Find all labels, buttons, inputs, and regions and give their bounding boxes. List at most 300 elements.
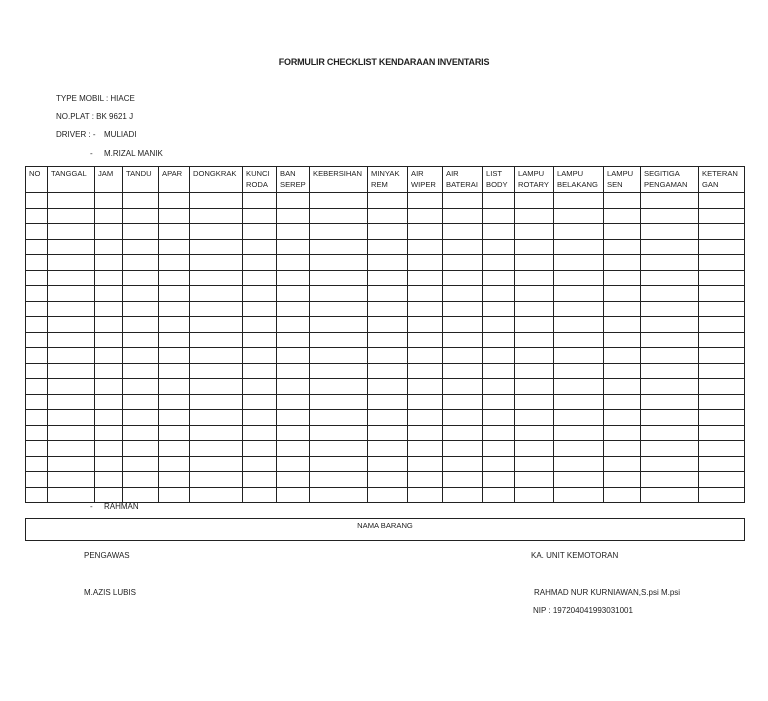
table-cell [310,301,368,317]
table-cell [95,317,123,333]
table-cell [310,193,368,209]
table-cell [408,394,443,410]
table-cell [277,270,310,286]
table-cell [443,472,483,488]
table-cell [190,379,243,395]
table-row [26,332,745,348]
table-cell [604,208,641,224]
table-cell [26,332,48,348]
table-cell [408,487,443,503]
table-cell [483,441,515,457]
table-cell [641,363,699,379]
table-cell [48,255,95,271]
table-cell [483,270,515,286]
item-name-box: NAMA BARANG [25,518,745,541]
table-cell [95,379,123,395]
table-cell [443,348,483,364]
table-cell [190,441,243,457]
table-cell [515,224,554,240]
table-cell [310,425,368,441]
table-cell [443,301,483,317]
table-cell [443,317,483,333]
table-cell [48,270,95,286]
table-cell [408,332,443,348]
table-cell [554,472,604,488]
table-cell [641,441,699,457]
table-cell [554,394,604,410]
table-cell [483,193,515,209]
table-cell [243,193,277,209]
table-cell [95,301,123,317]
table-cell [483,255,515,271]
table-cell [368,456,408,472]
table-cell [277,255,310,271]
table-cell [277,363,310,379]
table-cell [26,363,48,379]
table-body [26,193,745,503]
table-cell [190,410,243,426]
table-cell [123,425,159,441]
table-cell [483,394,515,410]
table-cell [159,425,190,441]
table-cell [554,410,604,426]
table-cell [699,394,745,410]
table-cell [443,441,483,457]
table-cell [368,224,408,240]
table-cell [26,410,48,426]
table-cell [604,363,641,379]
table-cell [483,379,515,395]
table-cell [604,193,641,209]
table-cell [48,317,95,333]
table-cell [483,363,515,379]
table-cell [443,363,483,379]
table-cell [368,270,408,286]
table-cell [95,193,123,209]
table-row [26,255,745,271]
table-cell [699,425,745,441]
table-cell [483,487,515,503]
column-header: TANGGAL [48,167,95,193]
column-header: DONGKRAK [190,167,243,193]
table-cell [368,394,408,410]
table-cell [408,193,443,209]
table-cell [443,410,483,426]
table-cell [26,425,48,441]
table-cell [443,255,483,271]
table-cell [123,394,159,410]
table-cell [95,456,123,472]
table-cell [26,255,48,271]
table-cell [641,487,699,503]
table-row [26,224,745,240]
table-cell [641,286,699,302]
table-cell [515,239,554,255]
table-cell [95,425,123,441]
table-cell [408,270,443,286]
table-cell [277,441,310,457]
table-cell [159,410,190,426]
table-cell [604,394,641,410]
table-cell [554,224,604,240]
table-cell [95,239,123,255]
table-cell [368,193,408,209]
table-cell [159,239,190,255]
table-cell [515,317,554,333]
unit-head-name: RAHMAD NUR KURNIAWAN,S.psi M.psi [534,588,681,597]
table-row [26,208,745,224]
table-cell [123,472,159,488]
table-cell [641,301,699,317]
table-cell [408,255,443,271]
table-cell [26,472,48,488]
table-cell [190,456,243,472]
table-cell [554,270,604,286]
table-cell [243,286,277,302]
table-cell [604,270,641,286]
table-cell [123,286,159,302]
table-cell [408,317,443,333]
table-cell [310,456,368,472]
table-cell [48,487,95,503]
table-cell [443,332,483,348]
table-row [26,270,745,286]
table-cell [159,317,190,333]
table-cell [515,270,554,286]
table-cell [190,255,243,271]
table-cell [699,317,745,333]
table-cell [443,379,483,395]
table-cell [48,286,95,302]
table-cell [368,239,408,255]
table-cell [554,255,604,271]
table-cell [699,255,745,271]
table-cell [310,348,368,364]
table-cell [483,348,515,364]
table-cell [443,224,483,240]
table-cell [641,410,699,426]
table-cell [483,286,515,302]
table-cell [26,348,48,364]
table-cell [515,441,554,457]
table-cell [604,441,641,457]
table-cell [95,270,123,286]
table-cell [277,394,310,410]
table-cell [408,441,443,457]
table-cell [26,379,48,395]
table-cell [515,472,554,488]
supervisor-name: M.AZIS LUBIS [84,588,137,597]
table-cell [190,286,243,302]
table-cell [159,394,190,410]
table-cell [48,379,95,395]
table-cell [190,270,243,286]
table-cell [48,441,95,457]
table-cell [641,472,699,488]
table-cell [95,224,123,240]
table-cell [26,224,48,240]
table-cell [190,193,243,209]
table-cell [604,348,641,364]
table-cell [243,239,277,255]
table-cell [159,363,190,379]
table-cell [699,348,745,364]
table-cell [48,456,95,472]
table-cell [699,270,745,286]
table-cell [159,441,190,457]
table-cell [123,193,159,209]
table-cell [699,472,745,488]
table-cell [368,379,408,395]
table-cell [515,425,554,441]
column-header: NO [26,167,48,193]
table-cell [310,394,368,410]
table-cell [123,441,159,457]
table-cell [48,394,95,410]
table-cell [483,472,515,488]
table-cell [243,224,277,240]
table-cell [699,208,745,224]
table-cell [699,286,745,302]
table-cell [310,239,368,255]
table-row [26,363,745,379]
table-cell [699,239,745,255]
table-cell [243,270,277,286]
table-cell [604,332,641,348]
table-cell [26,286,48,302]
table-cell [190,224,243,240]
table-cell [483,456,515,472]
column-header: LAMPU SEN [604,167,641,193]
table-cell [483,239,515,255]
table-cell [123,301,159,317]
table-cell [123,239,159,255]
table-cell [26,270,48,286]
table-cell [48,363,95,379]
driver-dash-2: - [90,149,93,158]
table-cell [443,487,483,503]
table-row [26,441,745,457]
table-cell [310,379,368,395]
table-row [26,239,745,255]
table-cell [368,286,408,302]
table-cell [699,410,745,426]
table-cell [277,208,310,224]
table-cell [190,301,243,317]
column-header: TANDU [123,167,159,193]
table-cell [368,410,408,426]
table-cell [368,441,408,457]
table-cell [604,301,641,317]
table-cell [515,301,554,317]
table-cell [95,363,123,379]
table-cell [554,193,604,209]
table-cell [277,410,310,426]
unit-head-nip: NIP : 197204041993031001 [533,606,633,615]
table-cell [604,472,641,488]
table-cell [554,456,604,472]
table-cell [699,487,745,503]
table-cell [554,441,604,457]
table-cell [310,270,368,286]
table-cell [515,410,554,426]
table-cell [26,239,48,255]
table-cell [604,239,641,255]
table-cell [408,410,443,426]
table-cell [159,348,190,364]
table-cell [443,425,483,441]
table-cell [515,193,554,209]
table-cell [26,456,48,472]
table-cell [243,394,277,410]
table-cell [515,456,554,472]
table-cell [641,348,699,364]
table-cell [515,487,554,503]
table-cell [123,379,159,395]
table-cell [554,332,604,348]
table-cell [190,332,243,348]
table-cell [554,425,604,441]
table-cell [515,208,554,224]
table-cell [48,208,95,224]
table-header-row [26,167,745,193]
table-cell [604,286,641,302]
table-cell [159,301,190,317]
table-cell [554,317,604,333]
table-cell [604,425,641,441]
table-cell [95,472,123,488]
table-cell [310,332,368,348]
table-cell [641,255,699,271]
table-cell [310,224,368,240]
table-cell [95,441,123,457]
table-cell [368,348,408,364]
table-cell [368,332,408,348]
table-cell [243,410,277,426]
table-cell [641,456,699,472]
column-header: LAMPU BELAKANG [554,167,604,193]
table-cell [26,208,48,224]
table-cell [123,363,159,379]
table-cell [243,472,277,488]
table-cell [48,472,95,488]
table-cell [159,255,190,271]
table-cell [368,255,408,271]
table-cell [243,255,277,271]
table-cell [48,193,95,209]
table-cell [604,487,641,503]
table-cell [277,456,310,472]
table-cell [95,286,123,302]
table-cell [123,270,159,286]
table-cell [604,410,641,426]
table-cell [26,441,48,457]
table-cell [243,208,277,224]
table-cell [95,255,123,271]
table-row [26,425,745,441]
table-row [26,456,745,472]
table-cell [123,255,159,271]
table-cell [123,348,159,364]
table-cell [243,379,277,395]
table-cell [243,301,277,317]
table-cell [515,394,554,410]
table-cell [123,208,159,224]
plate-number: NO.PLAT : BK 9621 J [56,112,134,121]
table-cell [515,379,554,395]
table-cell [277,472,310,488]
table-row [26,348,745,364]
table-row [26,487,745,503]
column-header: KUNCI RODA [243,167,277,193]
table-cell [604,224,641,240]
table-cell [641,317,699,333]
column-header: SEGITIGA PENGAMAN [641,167,699,193]
table-cell [699,332,745,348]
table-cell [483,410,515,426]
table-cell [159,193,190,209]
table-cell [408,224,443,240]
table-cell [483,224,515,240]
table-cell [26,193,48,209]
table-cell [277,348,310,364]
table-cell [123,410,159,426]
table-cell [310,286,368,302]
table-row [26,472,745,488]
table-cell [699,224,745,240]
table-cell [243,363,277,379]
table-cell [310,363,368,379]
table-cell [554,286,604,302]
table-row [26,286,745,302]
table-cell [408,239,443,255]
table-cell [243,487,277,503]
table-cell [277,332,310,348]
table-cell [190,208,243,224]
table-row [26,317,745,333]
table-row [26,301,745,317]
table-cell [641,394,699,410]
column-header: MINYAK REM [368,167,408,193]
table-cell [48,348,95,364]
table-cell [408,286,443,302]
driver-dash-3: - [90,502,93,511]
table-cell [48,301,95,317]
table-cell [443,239,483,255]
table-cell [190,487,243,503]
table-cell [277,317,310,333]
table-cell [604,379,641,395]
column-header: AIR BATERAI [443,167,483,193]
table-cell [277,301,310,317]
table-cell [604,255,641,271]
table-cell [243,332,277,348]
table-cell [368,363,408,379]
column-header: JAM [95,167,123,193]
driver-label: DRIVER : - [56,130,96,139]
table-cell [483,332,515,348]
table-cell [483,301,515,317]
supervisor-title: PENGAWAS [84,551,130,560]
table-cell [408,472,443,488]
table-cell [699,456,745,472]
table-cell [123,224,159,240]
table-cell [483,208,515,224]
table-cell [310,410,368,426]
table-cell [443,208,483,224]
table-cell [243,317,277,333]
column-header: APAR [159,167,190,193]
